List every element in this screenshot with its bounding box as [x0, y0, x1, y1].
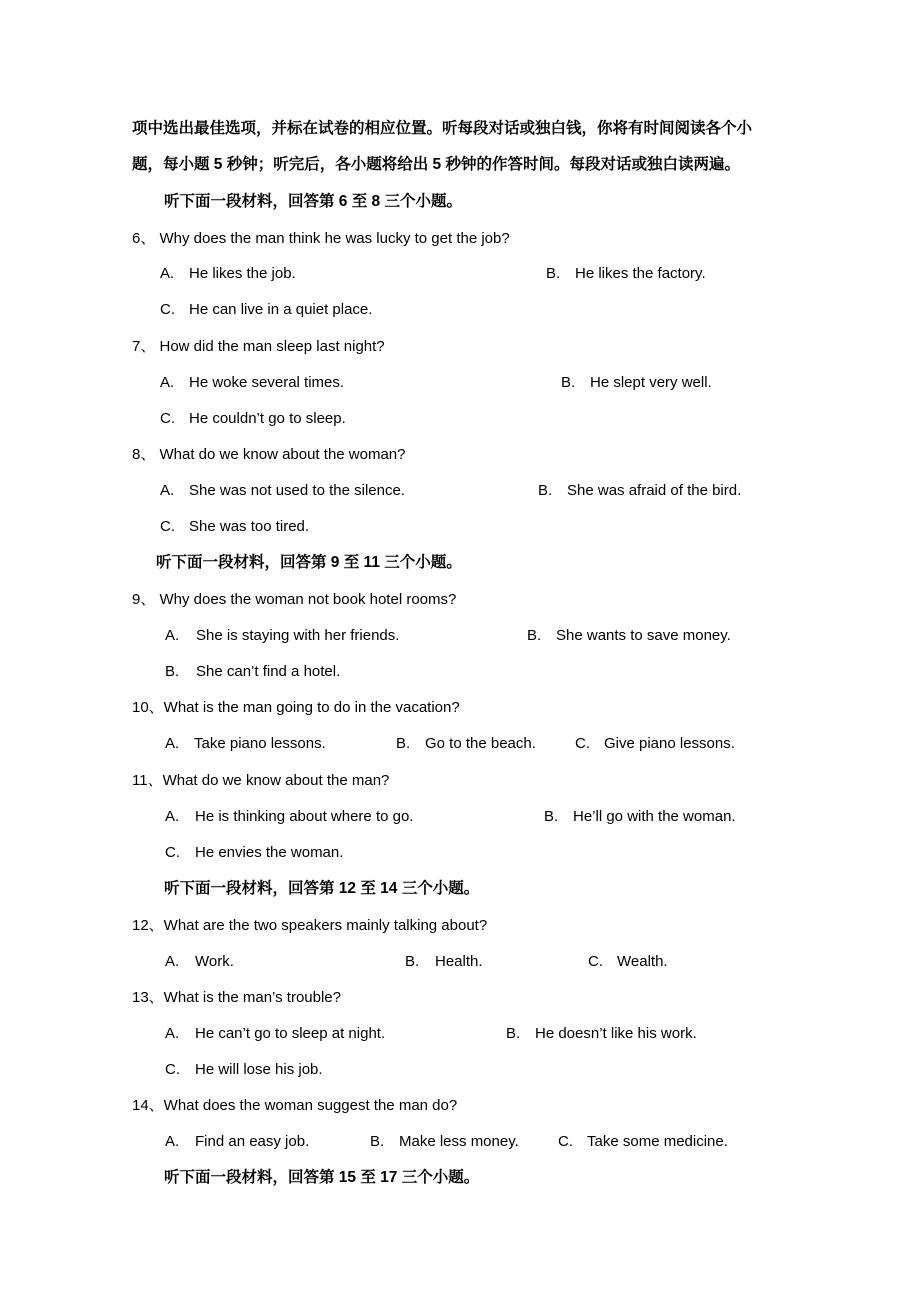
- option-letter: B.: [370, 1133, 385, 1150]
- option-letter: C.: [575, 735, 590, 752]
- option-text: He likes the factory.: [575, 265, 706, 282]
- option-letter: A.: [165, 953, 180, 970]
- option-letter: C.: [588, 953, 603, 970]
- option-letter: B.: [544, 808, 559, 825]
- question: 6、 Why does the man think he was lucky to get the job?: [132, 230, 510, 247]
- option-letter: B.: [405, 953, 420, 970]
- option-letter: C.: [160, 410, 175, 427]
- option-letter: B.: [538, 482, 553, 499]
- option-letter: A.: [165, 1133, 180, 1150]
- section-header: 听下面一段材料，回答第 12 至 14 三个小题。: [164, 880, 480, 897]
- option-text: He likes the job.: [189, 265, 296, 282]
- option-text: Go to the beach.: [425, 735, 536, 752]
- option-letter: A.: [165, 627, 180, 644]
- question: 8、 What do we know about the woman?: [132, 446, 406, 463]
- option-text: Work.: [195, 953, 234, 970]
- question: 10、What is the man going to do in the vacation?: [132, 699, 460, 716]
- option-letter: B.: [546, 265, 561, 282]
- option-text: She was not used to the silence.: [189, 482, 405, 499]
- option-text: Find an easy job.: [195, 1133, 310, 1150]
- option-text: Take some medicine.: [587, 1133, 728, 1150]
- section-header: 听下面一段材料，回答第 9 至 11 三个小题。: [156, 554, 462, 571]
- option-text: Wealth.: [617, 953, 668, 970]
- question: 11、What do we know about the man?: [132, 772, 390, 789]
- option-letter: C.: [165, 1061, 180, 1078]
- option-text: She was afraid of the bird.: [567, 482, 742, 499]
- option-text: Give piano lessons.: [604, 735, 735, 752]
- option-letter: B.: [527, 627, 542, 644]
- option-text: She can’t find a hotel.: [196, 663, 341, 680]
- question: 9、 Why does the woman not book hotel rooms?: [132, 591, 457, 608]
- option-text: He slept very well.: [590, 374, 712, 391]
- option-text: He is thinking about where to go.: [195, 808, 414, 825]
- option-letter: B.: [561, 374, 576, 391]
- option-text: She was too tired.: [189, 518, 310, 535]
- option-letter: B.: [165, 663, 180, 680]
- option-letter: C.: [160, 301, 175, 318]
- option-letter: C.: [558, 1133, 573, 1150]
- option-text: He woke several times.: [189, 374, 345, 391]
- option-text: She wants to save money.: [556, 627, 731, 644]
- option-text: Health.: [435, 953, 483, 970]
- question: 13、What is the man’s trouble?: [132, 989, 341, 1006]
- option-text: He doesn’t like his work.: [535, 1025, 697, 1042]
- option-text: He envies the woman.: [195, 844, 344, 861]
- option-letter: A.: [165, 735, 180, 752]
- option-letter: C.: [165, 844, 180, 861]
- question: 7、 How did the man sleep last night?: [132, 338, 385, 355]
- section-header: 听下面一段材料，回答第 6 至 8 三个小题。: [164, 193, 462, 210]
- question: 12、What are the two speakers mainly talking about?: [132, 917, 488, 934]
- option-letter: A.: [160, 374, 175, 391]
- option-text: He can live in a quiet place.: [189, 301, 373, 318]
- intro-line: 项中选出最佳选项，并标在试卷的相应位置。听每段对话或独白钱，你将有时间阅读各个小: [132, 120, 753, 137]
- option-text: Make less money.: [399, 1133, 519, 1150]
- question: 14、What does the woman suggest the man do?: [132, 1097, 458, 1114]
- option-letter: A.: [160, 265, 175, 282]
- section-header: 听下面一段材料，回答第 15 至 17 三个小题。: [164, 1169, 480, 1186]
- option-letter: C.: [160, 518, 175, 535]
- option-letter: B.: [506, 1025, 521, 1042]
- option-text: He couldn’t go to sleep.: [189, 410, 346, 427]
- option-text: She is staying with her friends.: [196, 627, 400, 644]
- option-letter: A.: [165, 808, 180, 825]
- intro-line: 题，每小题 5 秒钟；听完后，各小题将给出 5 秒钟的作答时间。每段对话或独白读两遍。: [132, 156, 740, 173]
- option-text: He can’t go to sleep at night.: [195, 1025, 386, 1042]
- option-letter: A.: [160, 482, 175, 499]
- option-text: He will lose his job.: [195, 1061, 323, 1078]
- option-text: Take piano lessons.: [194, 735, 326, 752]
- option-letter: A.: [165, 1025, 180, 1042]
- option-letter: B.: [396, 735, 411, 752]
- option-text: He’ll go with the woman.: [573, 808, 736, 825]
